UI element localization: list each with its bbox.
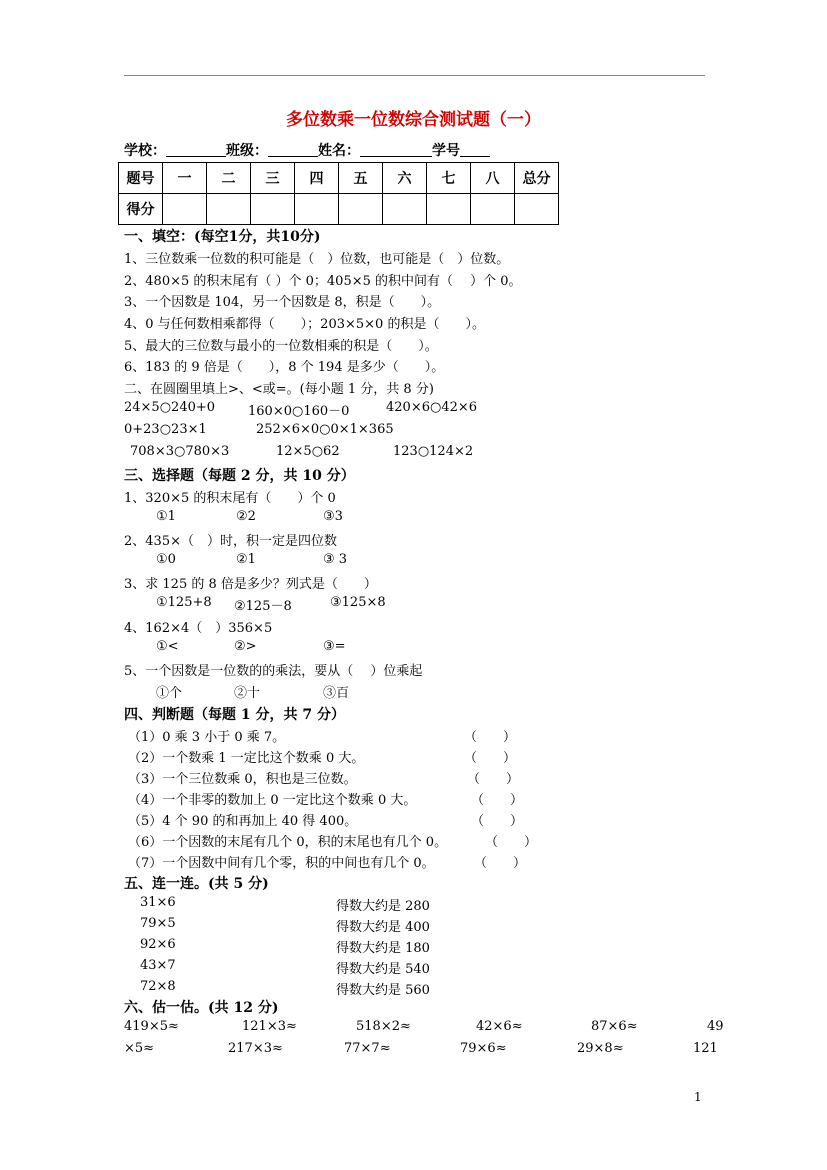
match-left-item[interactable]: 92×6 (140, 937, 176, 952)
column-cell: 总分 (515, 163, 559, 194)
choice-option[interactable]: ①个 (156, 686, 183, 701)
score-entry-cell[interactable] (251, 194, 295, 225)
school-label: 学校： (124, 143, 166, 159)
student-info-line (124, 140, 490, 160)
compare-item: 420×6○42×6 (386, 400, 478, 415)
choice-option[interactable]: ①125+8 (156, 595, 212, 610)
choice-option[interactable]: ③百 (323, 686, 350, 701)
score-entry-cell[interactable] (207, 194, 251, 225)
column-cell: 八 (471, 163, 515, 194)
section6-heading: 六、估一估。(共 12 分) (124, 1000, 279, 1016)
estimate-item: 29×8≈ (577, 1041, 624, 1056)
judge-mark[interactable]: （ ） (467, 772, 520, 787)
estimate-item: 121×3≈ (242, 1019, 297, 1034)
score-table (118, 162, 559, 225)
section3-heading: 三、选择题（每题 2 分，共 10 分） (124, 468, 355, 484)
score-entry-cell[interactable] (427, 194, 471, 225)
score-table-score-row (119, 194, 559, 225)
judge-item: （1）0 乘 3 小于 0 乘 7。 (128, 730, 286, 745)
estimate-item: 49 (707, 1019, 724, 1034)
choice-option[interactable]: ①< (156, 639, 179, 654)
fill-blank-item: 4、0 与任何数相乘都得（ ）；203×5×0 的积是（ ）。 (124, 317, 485, 332)
judge-item: （2）一个数乘 1 一定比这个数乘 0 大。 (128, 751, 365, 766)
score-entry-cell[interactable] (339, 194, 383, 225)
judge-mark[interactable]: （ ） (464, 751, 517, 766)
estimate-item: 79×6≈ (460, 1041, 507, 1056)
match-left-item[interactable]: 43×7 (140, 958, 176, 973)
match-right-item[interactable]: 得数大约是 400 (336, 920, 430, 935)
compare-item: 160×0○160－0 (248, 404, 350, 419)
choice-question: 4、162×4（ ）356×5 (124, 621, 273, 636)
choice-question: 2、435×（ ）时，积一定是四位数 (124, 534, 337, 549)
match-left-item[interactable]: 31×6 (140, 895, 176, 910)
choice-question: 1、320×5 的积末尾有（ ）个 0 (124, 491, 336, 506)
compare-item: 252×6×0○0×1×365 (256, 422, 394, 437)
choice-option[interactable]: ①0 (156, 552, 176, 567)
score-entry-cell[interactable] (383, 194, 427, 225)
school-blank[interactable] (166, 142, 226, 157)
choice-option[interactable]: ③125×8 (330, 595, 386, 610)
choice-question: 5、一个因数是一位数的的乘法，要从（ ）位乘起 (124, 664, 423, 679)
match-right-item[interactable]: 得数大约是 540 (336, 962, 430, 977)
compare-item: 24×5○240+0 (124, 400, 216, 415)
judge-mark[interactable]: （ ） (464, 730, 517, 745)
estimate-item: 42×6≈ (476, 1019, 523, 1034)
compare-item: 0+23○23×1 (124, 422, 207, 437)
column-cell: 四 (295, 163, 339, 194)
section4-heading: 四、判断题（每题 1 分，共 7 分） (124, 707, 345, 723)
choice-option[interactable]: ①1 (156, 509, 176, 524)
compare-item: 12×5○62 (276, 444, 340, 459)
name-label: 姓名： (318, 143, 360, 159)
judge-item: （3）一个三位数乘 0，积也是三位数。 (128, 772, 357, 787)
column-cell: 三 (251, 163, 295, 194)
match-right-item[interactable]: 得数大约是 280 (336, 899, 430, 914)
number-label: 学号 (432, 143, 460, 159)
name-blank[interactable] (360, 142, 432, 157)
page-title: 多位数乘一位数综合测试题（一） (286, 110, 541, 130)
choice-option[interactable]: ②2 (236, 509, 256, 524)
class-label: 班级： (226, 143, 268, 159)
score-entry-cell[interactable] (515, 194, 559, 225)
column-cell: 一 (163, 163, 207, 194)
match-left-item[interactable]: 72×8 (140, 979, 176, 994)
match-right-item[interactable]: 得数大约是 180 (336, 941, 430, 956)
estimate-item: 217×3≈ (228, 1041, 283, 1056)
estimate-item: 87×6≈ (591, 1019, 638, 1034)
score-entry-cell[interactable] (295, 194, 339, 225)
section5-heading: 五、连一连。(共 5 分) (124, 876, 269, 892)
score-table-header-row (119, 163, 559, 194)
estimate-item: 419×5≈ (124, 1019, 179, 1034)
choice-option[interactable]: ②1 (236, 552, 256, 567)
choice-option[interactable]: ③ 3 (323, 552, 348, 567)
judge-item: （7）一个因数中间有几个零，积的中间也有几个 0。 (128, 856, 435, 871)
choice-option[interactable]: ②> (234, 639, 257, 654)
section2-heading: 二、在圆圈里填上>、<或=。(每小题 1 分，共 8 分) (124, 382, 434, 397)
choice-option[interactable]: ②125－8 (234, 599, 292, 614)
judge-mark[interactable]: （ ） (485, 835, 538, 850)
estimate-item: ×5≈ (124, 1041, 155, 1056)
estimate-item: 518×2≈ (356, 1019, 411, 1034)
judge-item: （4）一个非零的数加上 0 一定比这个数乘 0 大。 (128, 793, 417, 808)
fill-blank-item: 1、三位数乘一位数的积可能是（ ）位数，也可能是（ ）位数。 (124, 252, 510, 267)
class-blank[interactable] (268, 142, 318, 157)
judge-mark[interactable]: （ ） (474, 856, 527, 871)
fill-blank-item: 2、480×5 的积末尾有（ ）个 0；405×5 的积中间有（ ）个 0。 (124, 274, 522, 289)
judge-item: （6）一个因数的末尾有几个 0，积的末尾也有几个 0。 (128, 835, 448, 850)
score-entry-cell[interactable] (471, 194, 515, 225)
compare-item: 123○124×2 (393, 444, 474, 459)
column-cell: 五 (339, 163, 383, 194)
header-rule (124, 75, 705, 76)
estimate-item: 121 (693, 1041, 718, 1056)
fill-blank-item: 3、一个因数是 104，另一个因数是 8，积是（ ）。 (124, 295, 441, 310)
score-entry-cell[interactable] (163, 194, 207, 225)
page-number: 1 (694, 1090, 702, 1104)
judge-mark[interactable]: （ ） (471, 814, 524, 829)
column-cell: 六 (383, 163, 427, 194)
match-right-item[interactable]: 得数大约是 560 (336, 983, 430, 998)
column-cell: 二 (207, 163, 251, 194)
fill-blank-item: 6、183 的 9 倍是（ ），8 个 194 是多少（ ）。 (124, 360, 445, 375)
judge-item: （5）4 个 90 的和再加上 40 得 400。 (128, 814, 358, 829)
column-cell: 七 (427, 163, 471, 194)
section1-heading: 一、填空：(每空1分，共10分) (124, 229, 321, 245)
judge-mark[interactable]: （ ） (471, 793, 524, 808)
fill-blank-item: 5、最大的三位数与最小的一位数相乘的积是（ ）。 (124, 339, 438, 354)
header-label-cell: 题号 (119, 163, 163, 194)
choice-question: 3、求 125 的 8 倍是多少？列式是（ ） (124, 577, 377, 592)
match-left-item[interactable]: 79×5 (140, 916, 176, 931)
choice-option[interactable]: ②十 (234, 686, 261, 701)
score-label-cell: 得分 (119, 194, 163, 225)
choice-option[interactable]: ③3 (323, 509, 343, 524)
compare-item: 708×3○780×3 (130, 444, 230, 459)
choice-option[interactable]: ③= (323, 639, 346, 654)
number-blank[interactable] (460, 142, 490, 157)
estimate-item: 77×7≈ (344, 1041, 391, 1056)
